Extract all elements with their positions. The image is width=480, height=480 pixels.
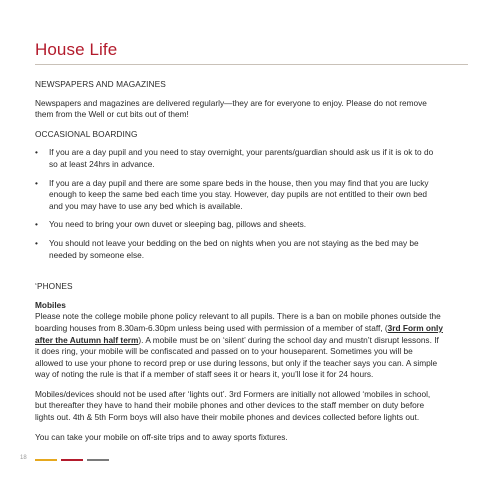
- bullet-icon: •: [35, 219, 38, 230]
- footer-bar-grey: [87, 459, 109, 461]
- list-item: [35, 219, 443, 231]
- footer-bar-red: [61, 459, 83, 461]
- boarding-item-text: If you are a day pupil and you need to stay overnight, your parents/guardian should ask us if it is ok to do so at least 24hrs in advance.: [49, 147, 434, 169]
- mobiles-policy-text-a: Please note the college mobile phone policy relevant to all pupils. There is a ban on mobile phones outside the boarding houses from 8.30am-6.30pm unless being used with permission of a member of staff, (: [35, 311, 441, 333]
- bullet-icon: •: [35, 177, 38, 188]
- page-number: 18: [20, 455, 27, 461]
- list-item: [35, 178, 443, 213]
- mobiles-policy-paragraph: [35, 311, 443, 381]
- page-content: [35, 79, 443, 451]
- phones-heading: ‘PHONES: [35, 281, 73, 292]
- section-spacer: [35, 269, 443, 281]
- lights-out-paragraph: Mobiles/devices should not be used after ‘lights out’. 3rd Formers are initially not allowed ‘mobiles in school, but thereafter they have to hand their mobile phones and other devices to the staff member on duty before lights out. 4th & 5th Form boys will also have their mobile phones and devices collected before lights out.: [35, 388, 431, 423]
- boarding-item-text: You should not leave your bedding on the bed on nights when you are not staying as the bed may be needed by someone else.: [49, 237, 419, 260]
- bullet-icon: •: [35, 237, 38, 248]
- list-item: [35, 147, 443, 170]
- mobiles-subheading: Mobiles: [35, 299, 66, 310]
- footer-bar-gold: [35, 459, 57, 461]
- page-footer: [0, 455, 480, 467]
- boarding-heading: OCCASIONAL BOARDING: [35, 128, 138, 139]
- trips-paragraph: You can take your mobile on off-site trips and to away sports fixtures.: [35, 431, 288, 442]
- mobiles-policy-text-b: ). A mobile must be on ‘silent’ during the school day and mustn’t disrupt lessons. If it does ring, your mobile will be confiscated and passed on to your houseparent. Sometimes you will be allowed to use your phone to record prep or use during lessons, but only if the teacher says you can. A simple way of noting the rule is that if a member of staff sees it or hears it, you’ll lose it for 24 hours.: [35, 334, 439, 380]
- boarding-list: [35, 147, 443, 261]
- newspapers-heading: NEWSPAPERS AND MAGAZINES: [35, 79, 166, 89]
- newspapers-paragraph: Newspapers and magazines are delivered regularly—they are for everyone to enjoy. Please do not remove them from the Well or cut bits out of them!: [35, 97, 427, 120]
- page-title: House Life: [35, 40, 118, 59]
- bullet-icon: •: [35, 147, 38, 158]
- boarding-item-text: You need to bring your own duvet or sleeping bag, pillows and sheets.: [49, 219, 307, 230]
- list-item: [35, 238, 443, 261]
- title-divider: [35, 64, 468, 65]
- boarding-item-text: If you are a day pupil and there are some spare beds in the house, then you may find that you are lucky enough to keep the same bed each time you stay. However, day pupils are not entitled to their own bed and you may have to use any bed which is available.: [49, 177, 429, 211]
- third-form-note: 3rd Form only after the Autumn half term: [35, 322, 443, 345]
